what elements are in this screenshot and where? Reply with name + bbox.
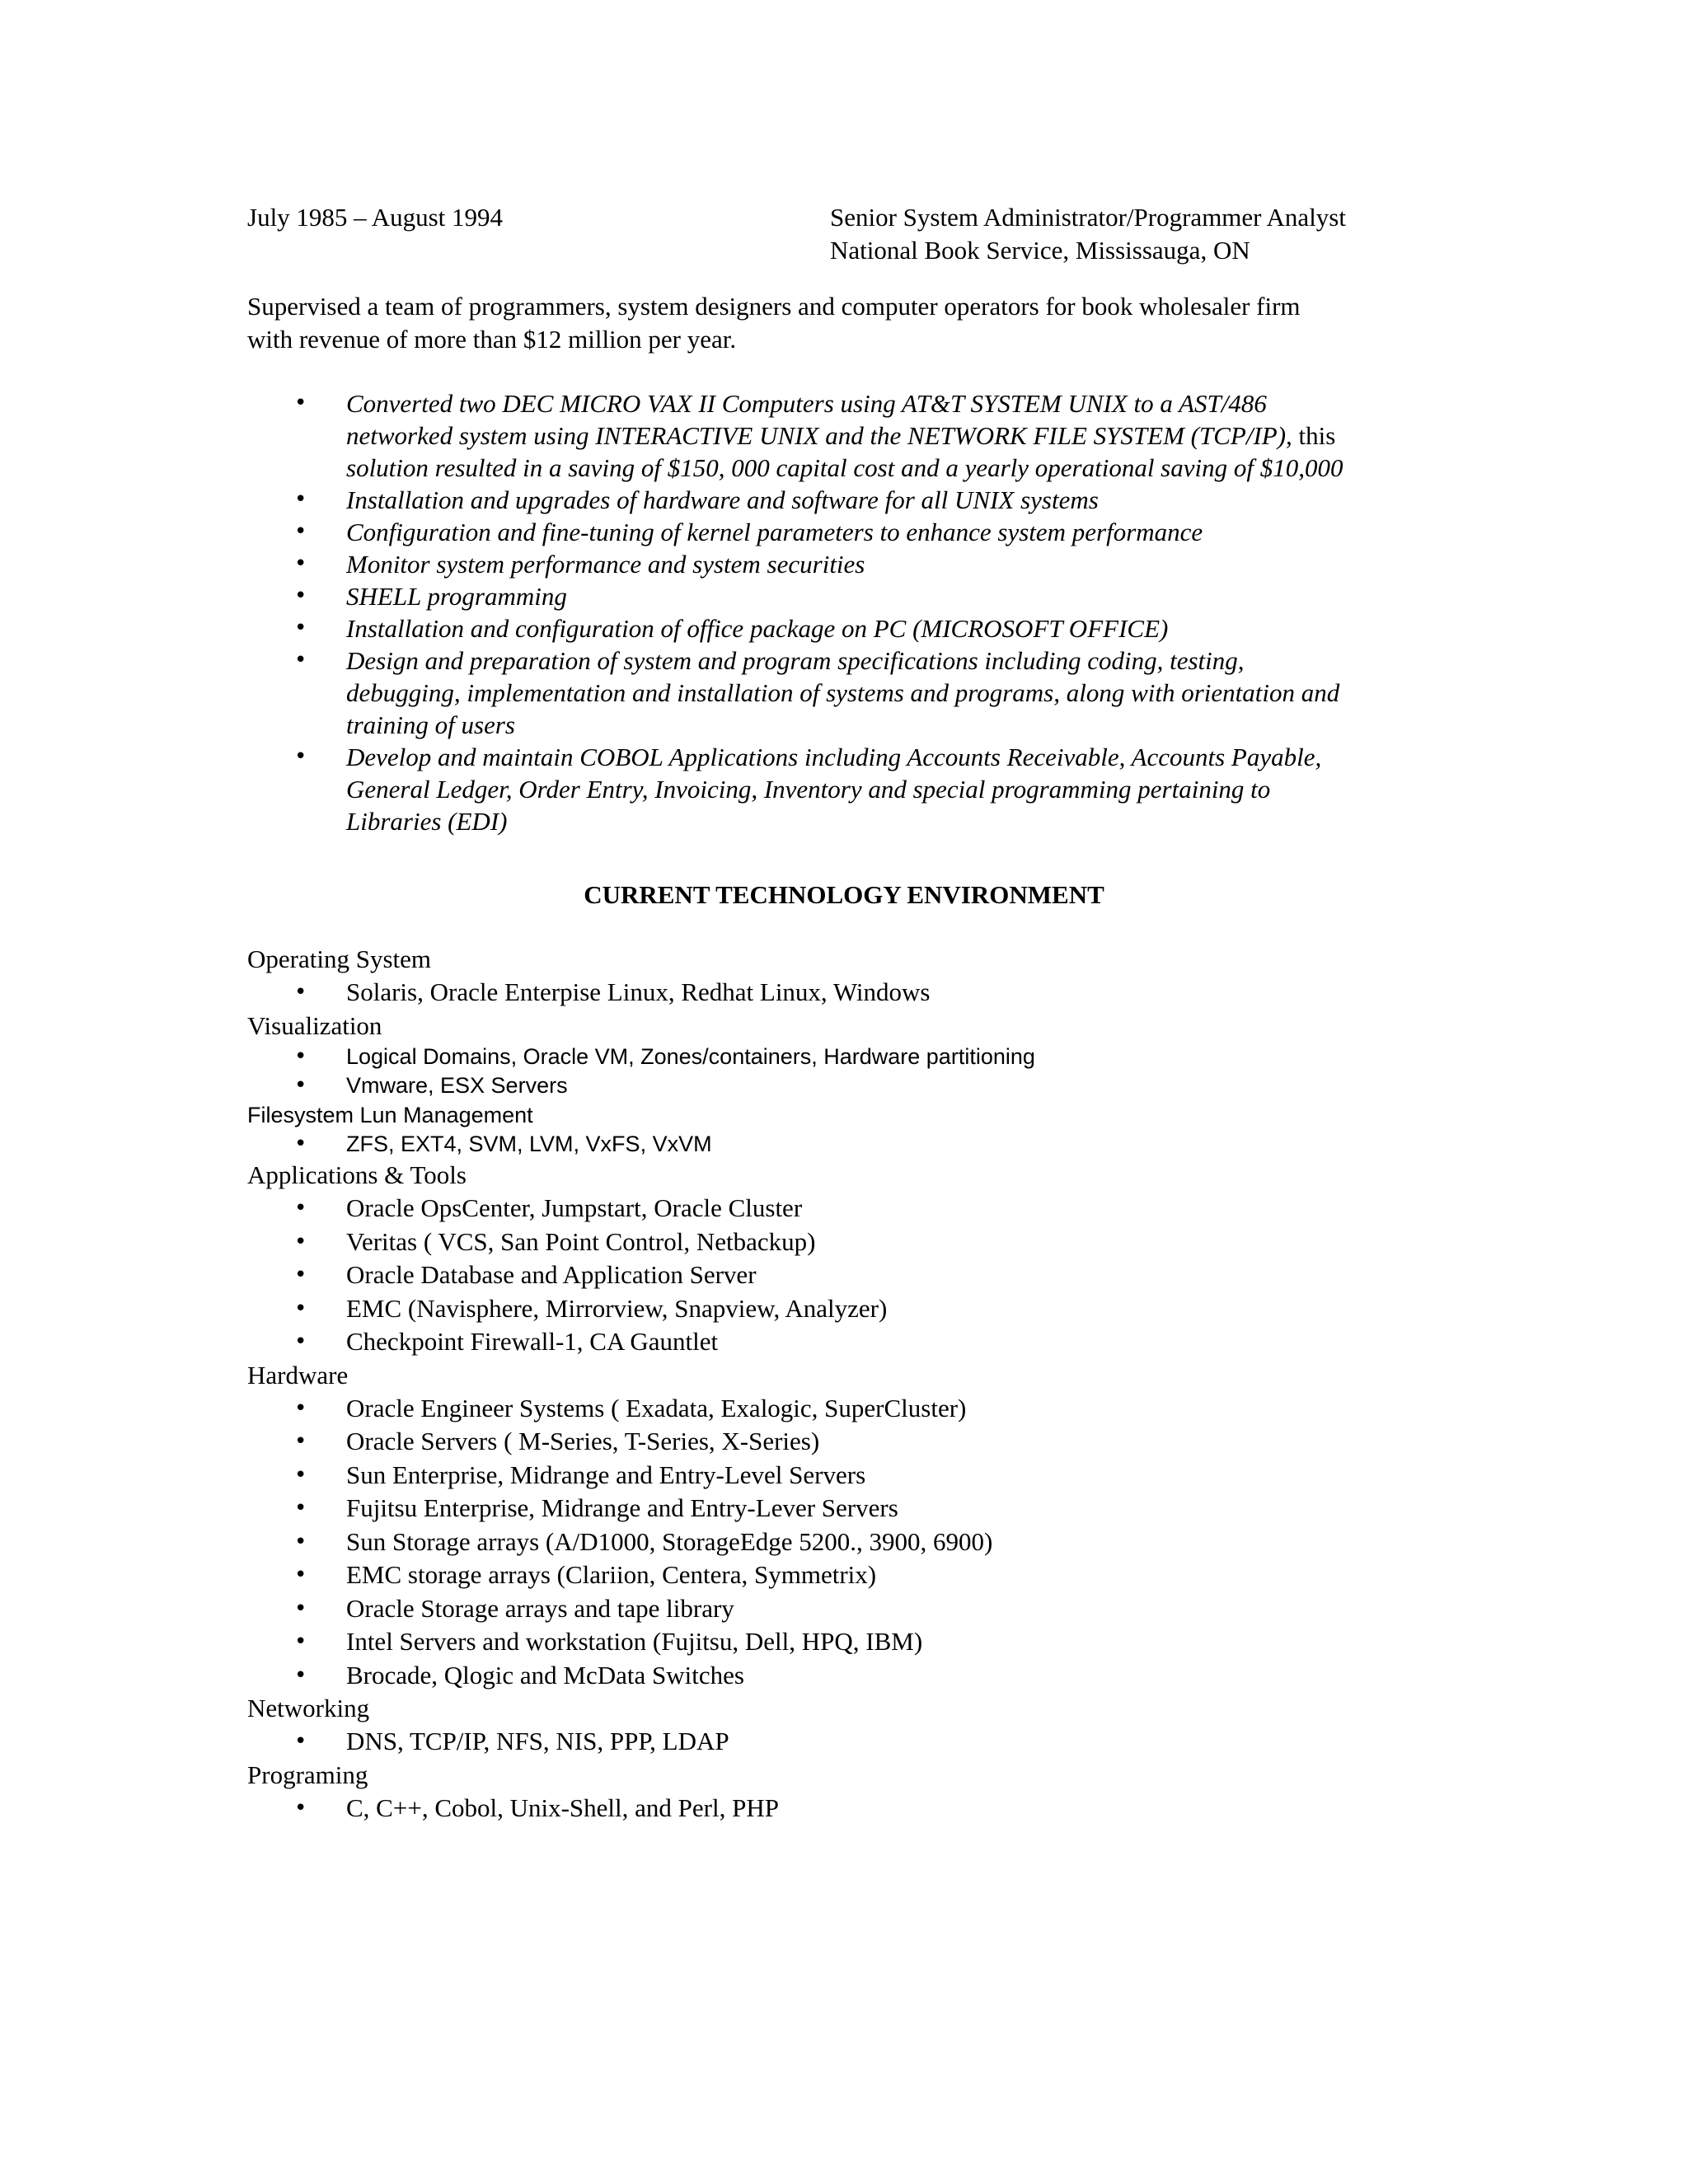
- duty-item: • Design and preparation of system and program specifications including coding, testing, debugging, implementation and installation of systems and programs, along with orientation and training of users: [247, 644, 1451, 741]
- summary-line: with revenue of more than $12 million per year.: [247, 325, 737, 354]
- tech-item: • Brocade, Qlogic and McData Switches: [247, 1659, 1484, 1693]
- tech-item: • Oracle Database and Application Server: [247, 1258, 1484, 1292]
- category-visualization: Visualization: [247, 1010, 382, 1040]
- tech-item: • Logical Domains, Oracle VM, Zones/containers, Hardware partitioning: [247, 1043, 1484, 1072]
- duty-item: • Installation and upgrades of hardware and software for all UNIX systems: [247, 484, 1451, 516]
- section-heading: CURRENT TECHNOLOGY ENVIRONMENT: [584, 880, 1104, 909]
- tech-item: • Vmware, ESX Servers: [247, 1071, 1484, 1101]
- duty-item: • Monitor system performance and system securities: [247, 548, 1451, 580]
- company-name: National Book Service, Mississauga, ON: [830, 236, 1250, 265]
- duty-item: • Installation and configuration of office package on PC (MICROSOFT OFFICE): [247, 612, 1451, 644]
- category-hardware: Hardware: [247, 1360, 349, 1390]
- tech-item: • Oracle OpsCenter, Jumpstart, Oracle Cluster: [247, 1192, 1484, 1226]
- job-summary: [247, 290, 1434, 356]
- tech-item: • EMC (Navisphere, Mirrorview, Snapview, Analyzer): [247, 1292, 1484, 1326]
- tech-item: • Checkpoint Firewall-1, CA Gauntlet: [247, 1325, 1484, 1359]
- duty-item: • Develop and maintain COBOL Applications including Accounts Receivable, Accounts Payable, General Ledger, Order Entry, Invoicing, Inventory and special programming pertaining to Libraries (EDI): [247, 741, 1451, 837]
- duties-list: [247, 387, 1451, 837]
- employment-dates: July 1985 – August 1994: [247, 203, 504, 232]
- category-programing: Programing: [247, 1760, 368, 1789]
- job-header: [830, 201, 1346, 267]
- summary-line: Supervised a team of programmers, system designers and computer operators for book wholesaler firm: [247, 292, 1301, 321]
- duty-item: • SHELL programming: [247, 580, 1451, 612]
- tech-item: • Veritas ( VCS, San Point Control, Netbackup): [247, 1226, 1484, 1259]
- category-operating-system: Operating System: [247, 944, 431, 973]
- tech-item: • C, C++, Cobol, Unix-Shell, and Perl, PHP: [247, 1792, 1484, 1825]
- duty-item: • Configuration and fine-tuning of kernel parameters to enhance system performance: [247, 516, 1451, 548]
- tech-item: • Oracle Servers ( M-Series, T-Series, X-Series): [247, 1425, 1484, 1459]
- tech-item: • Fujitsu Enterprise, Midrange and Entry-Lever Servers: [247, 1492, 1484, 1526]
- tech-item: • Sun Storage arrays (A/D1000, StorageEdge 5200., 3900, 6900): [247, 1526, 1484, 1559]
- tech-item: • DNS, TCP/IP, NFS, NIS, PPP, LDAP: [247, 1725, 1484, 1759]
- category-filesystem: Filesystem Lun Management: [247, 1102, 533, 1127]
- tech-item: • Solaris, Oracle Enterpise Linux, Redhat Linux, Windows: [247, 976, 1484, 1010]
- tech-item: • EMC storage arrays (Clariion, Centera, Symmetrix): [247, 1558, 1484, 1592]
- category-applications-tools: Applications & Tools: [247, 1160, 467, 1189]
- tech-item: • Intel Servers and workstation (Fujitsu, Dell, HPQ, IBM): [247, 1625, 1484, 1659]
- tech-item: • ZFS, EXT4, SVM, LVM, VxFS, VxVM: [247, 1130, 1484, 1160]
- duty-item: • Converted two DEC MICRO VAX II Computers using AT&T SYSTEM UNIX to a AST/486 networked system using INTERACTIVE UNIX and the NETWORK FILE SYSTEM (TCP/IP), this solution resulted in a saving of $150, 000 capital cost and a yearly operational saving of $10,000: [247, 387, 1451, 484]
- technology-environment: [247, 943, 1484, 1825]
- tech-item: • Sun Enterprise, Midrange and Entry-Level Servers: [247, 1459, 1484, 1493]
- tech-item: • Oracle Engineer Systems ( Exadata, Exalogic, SuperCluster): [247, 1392, 1484, 1426]
- tech-item: • Oracle Storage arrays and tape library: [247, 1592, 1484, 1626]
- job-title: Senior System Administrator/Programmer Analyst: [830, 203, 1346, 232]
- category-networking: Networking: [247, 1694, 370, 1722]
